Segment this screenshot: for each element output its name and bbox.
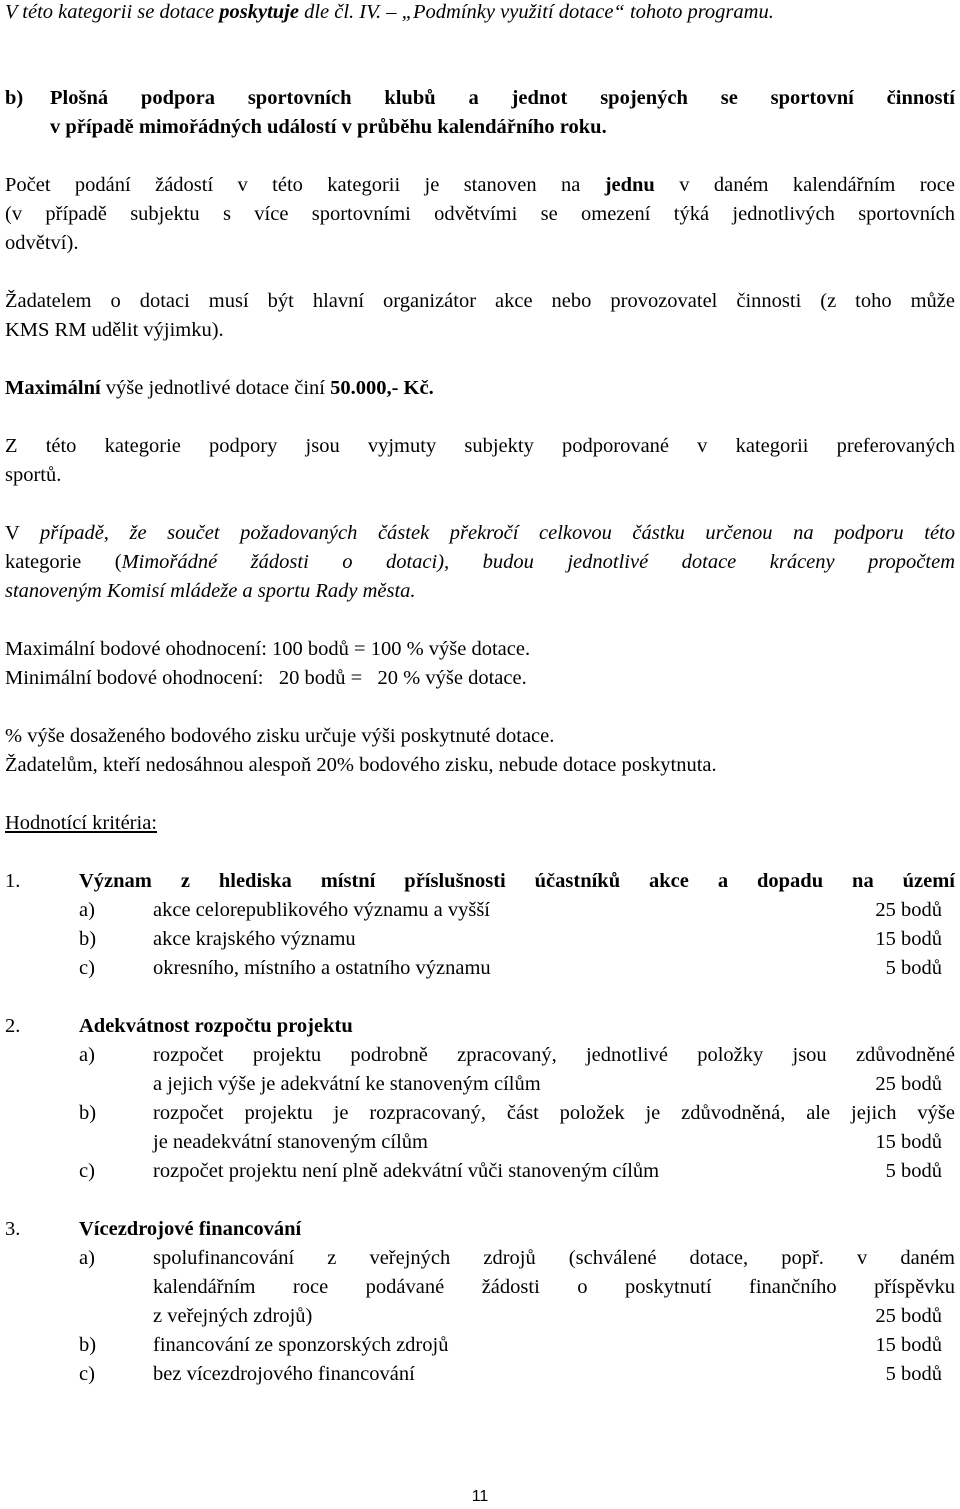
para4-line1: Z této kategorie podpory jsou vyjmuty subjekty podporované v kategorii preferovaných [5, 435, 955, 457]
section-b-line2 [50, 113, 607, 142]
item-text: rozpočet projektu podrobně zpracovaný, jednotlivé položky jsou zdůvodněné [153, 1044, 955, 1066]
intro-text-c: dle čl. IV. – „Podmínky využití dotace“ tohoto programu. [298, 1, 774, 23]
scoring-max: Maximální bodové ohodnocení: 100 bodů = 100 % výše dotace. [5, 638, 531, 660]
item-label: c) [79, 957, 95, 979]
item-text: akce krajského významu [153, 928, 356, 950]
item-label: a) [79, 1044, 95, 1066]
criterion-number: 1. [5, 870, 21, 892]
item-text: bez vícezdrojového financování [153, 1363, 415, 1385]
max-grant-line [5, 374, 434, 403]
criterion-number: 3. [5, 1218, 21, 1240]
para1-line2: (v případě subjektu s více sportovními odvětvími se omezení týká jednotlivých sportovních [5, 203, 955, 225]
scoring-note1: % výše dosaženého bodového zisku určuje výši poskytnuté dotace. [5, 725, 555, 747]
scoring-min: Minimální bodové ohodnocení: 20 bodů = 20 % výše dotace. [5, 667, 527, 689]
max-grant-amount: 50.000,- Kč. [330, 377, 434, 399]
para1-line3: odvětví). [5, 232, 79, 254]
para5-l1-v: V [5, 522, 41, 544]
section-b-line1: Plošná podpora sportovních klubů a jednot spojených se sportovní činností [50, 87, 955, 109]
criterion-title: Vícezdrojové financování [79, 1218, 302, 1240]
item-label: a) [79, 1247, 95, 1269]
item-text: je neadekvátní stanoveným cílům [153, 1131, 428, 1153]
para5-line1 [5, 519, 955, 548]
item-points: 5 bodů [885, 1160, 942, 1182]
page-number: 11 [471, 1488, 489, 1505]
max-grant-mid: výše jednotlivé dotace činí [100, 377, 331, 399]
criterion-title: Význam z hlediska místní příslušnosti účastníků akce a dopadu na území [79, 870, 955, 892]
item-text: akce celorepublikového významu a vyšší [153, 899, 490, 921]
item-text: rozpočet projektu je rozpracovaný, část položek je zdůvodněná, ale jejich výše [153, 1102, 955, 1124]
para4-line2: sportů. [5, 464, 62, 486]
criterion-number: 2. [5, 1015, 21, 1037]
item-text: okresního, místního a ostatního významu [153, 957, 491, 979]
item-points: 25 bodů [875, 899, 942, 921]
item-text: kalendářním roce podávané žádosti o poskytnutí finančního příspěvku [153, 1276, 955, 1298]
item-text: spolufinancování z veřejných zdrojů (schválené dotace, popř. v daném [153, 1247, 955, 1269]
para5-line2 [5, 548, 955, 577]
para5-l2-italic: Mimořádné žádosti o dotaci), budou jednotlivé dotace kráceny propočtem [121, 551, 956, 573]
para5-l2-pre: kategorie ( [5, 551, 122, 573]
para2-line2: KMS RM udělit výjimku). [5, 319, 224, 341]
item-label: b) [79, 1102, 97, 1124]
item-text: rozpočet projektu není plně adekvátní vůči stanoveným cílům [153, 1160, 660, 1182]
para5-line3: stanoveným Komisí mládeže a sportu Rady města. [5, 580, 416, 602]
item-points: 15 bodů [875, 1334, 942, 1356]
para2-line1: Žadatelem o dotaci musí být hlavní organizátor akce nebo provozovatel činnosti (z toho může [5, 290, 955, 312]
item-points: 15 bodů [875, 928, 942, 950]
section-b-label: b) [5, 87, 24, 109]
section-b-line2-post: v průběhu kalendářního roku. [336, 116, 607, 138]
item-points: 5 bodů [885, 1363, 942, 1385]
para1-l1-post: v daném kalendářním roce [654, 174, 955, 196]
item-label: b) [79, 928, 97, 950]
section-b-line2-bold: mimořádných událostí [138, 116, 337, 138]
para1-line1 [5, 171, 955, 200]
criterion-title: Adekvátnost rozpočtu projektu [79, 1015, 353, 1037]
para5-l1-italic: případě, že součet požadovaných částek překročí celkovou částku určenou na podporu této [40, 522, 955, 544]
para1-l1-bold: jednu [604, 174, 655, 196]
item-label: c) [79, 1160, 95, 1182]
item-points: 15 bodů [875, 1131, 942, 1153]
max-grant-bold1: Maximální [5, 377, 101, 399]
section-b-line2-pre: v případě [50, 116, 139, 138]
item-points: 25 bodů [875, 1073, 942, 1095]
item-text: financování ze sponzorských zdrojů [153, 1334, 449, 1356]
item-label: a) [79, 899, 95, 921]
item-text: a jejich výše je adekvátní ke stanoveným cílům [153, 1073, 541, 1095]
para1-l1-pre: Počet podání žádostí v této kategorii je stanoven na [5, 174, 605, 196]
criteria-heading: Hodnotící kritéria: [5, 812, 157, 834]
item-points: 5 bodů [885, 957, 942, 979]
intro-text-a: V této kategorii se dotace [5, 1, 220, 23]
scoring-note2: Žadatelům, kteří nedosáhnou alespoň 20% bodového zisku, nebude dotace poskytnuta. [5, 754, 717, 776]
intro-text-bold: poskytuje [219, 1, 299, 23]
item-label: b) [79, 1334, 97, 1356]
item-points: 25 bodů [875, 1305, 942, 1327]
item-text: z veřejných zdrojů) [153, 1305, 313, 1327]
item-label: c) [79, 1363, 95, 1385]
category-intro-line [5, 0, 774, 27]
